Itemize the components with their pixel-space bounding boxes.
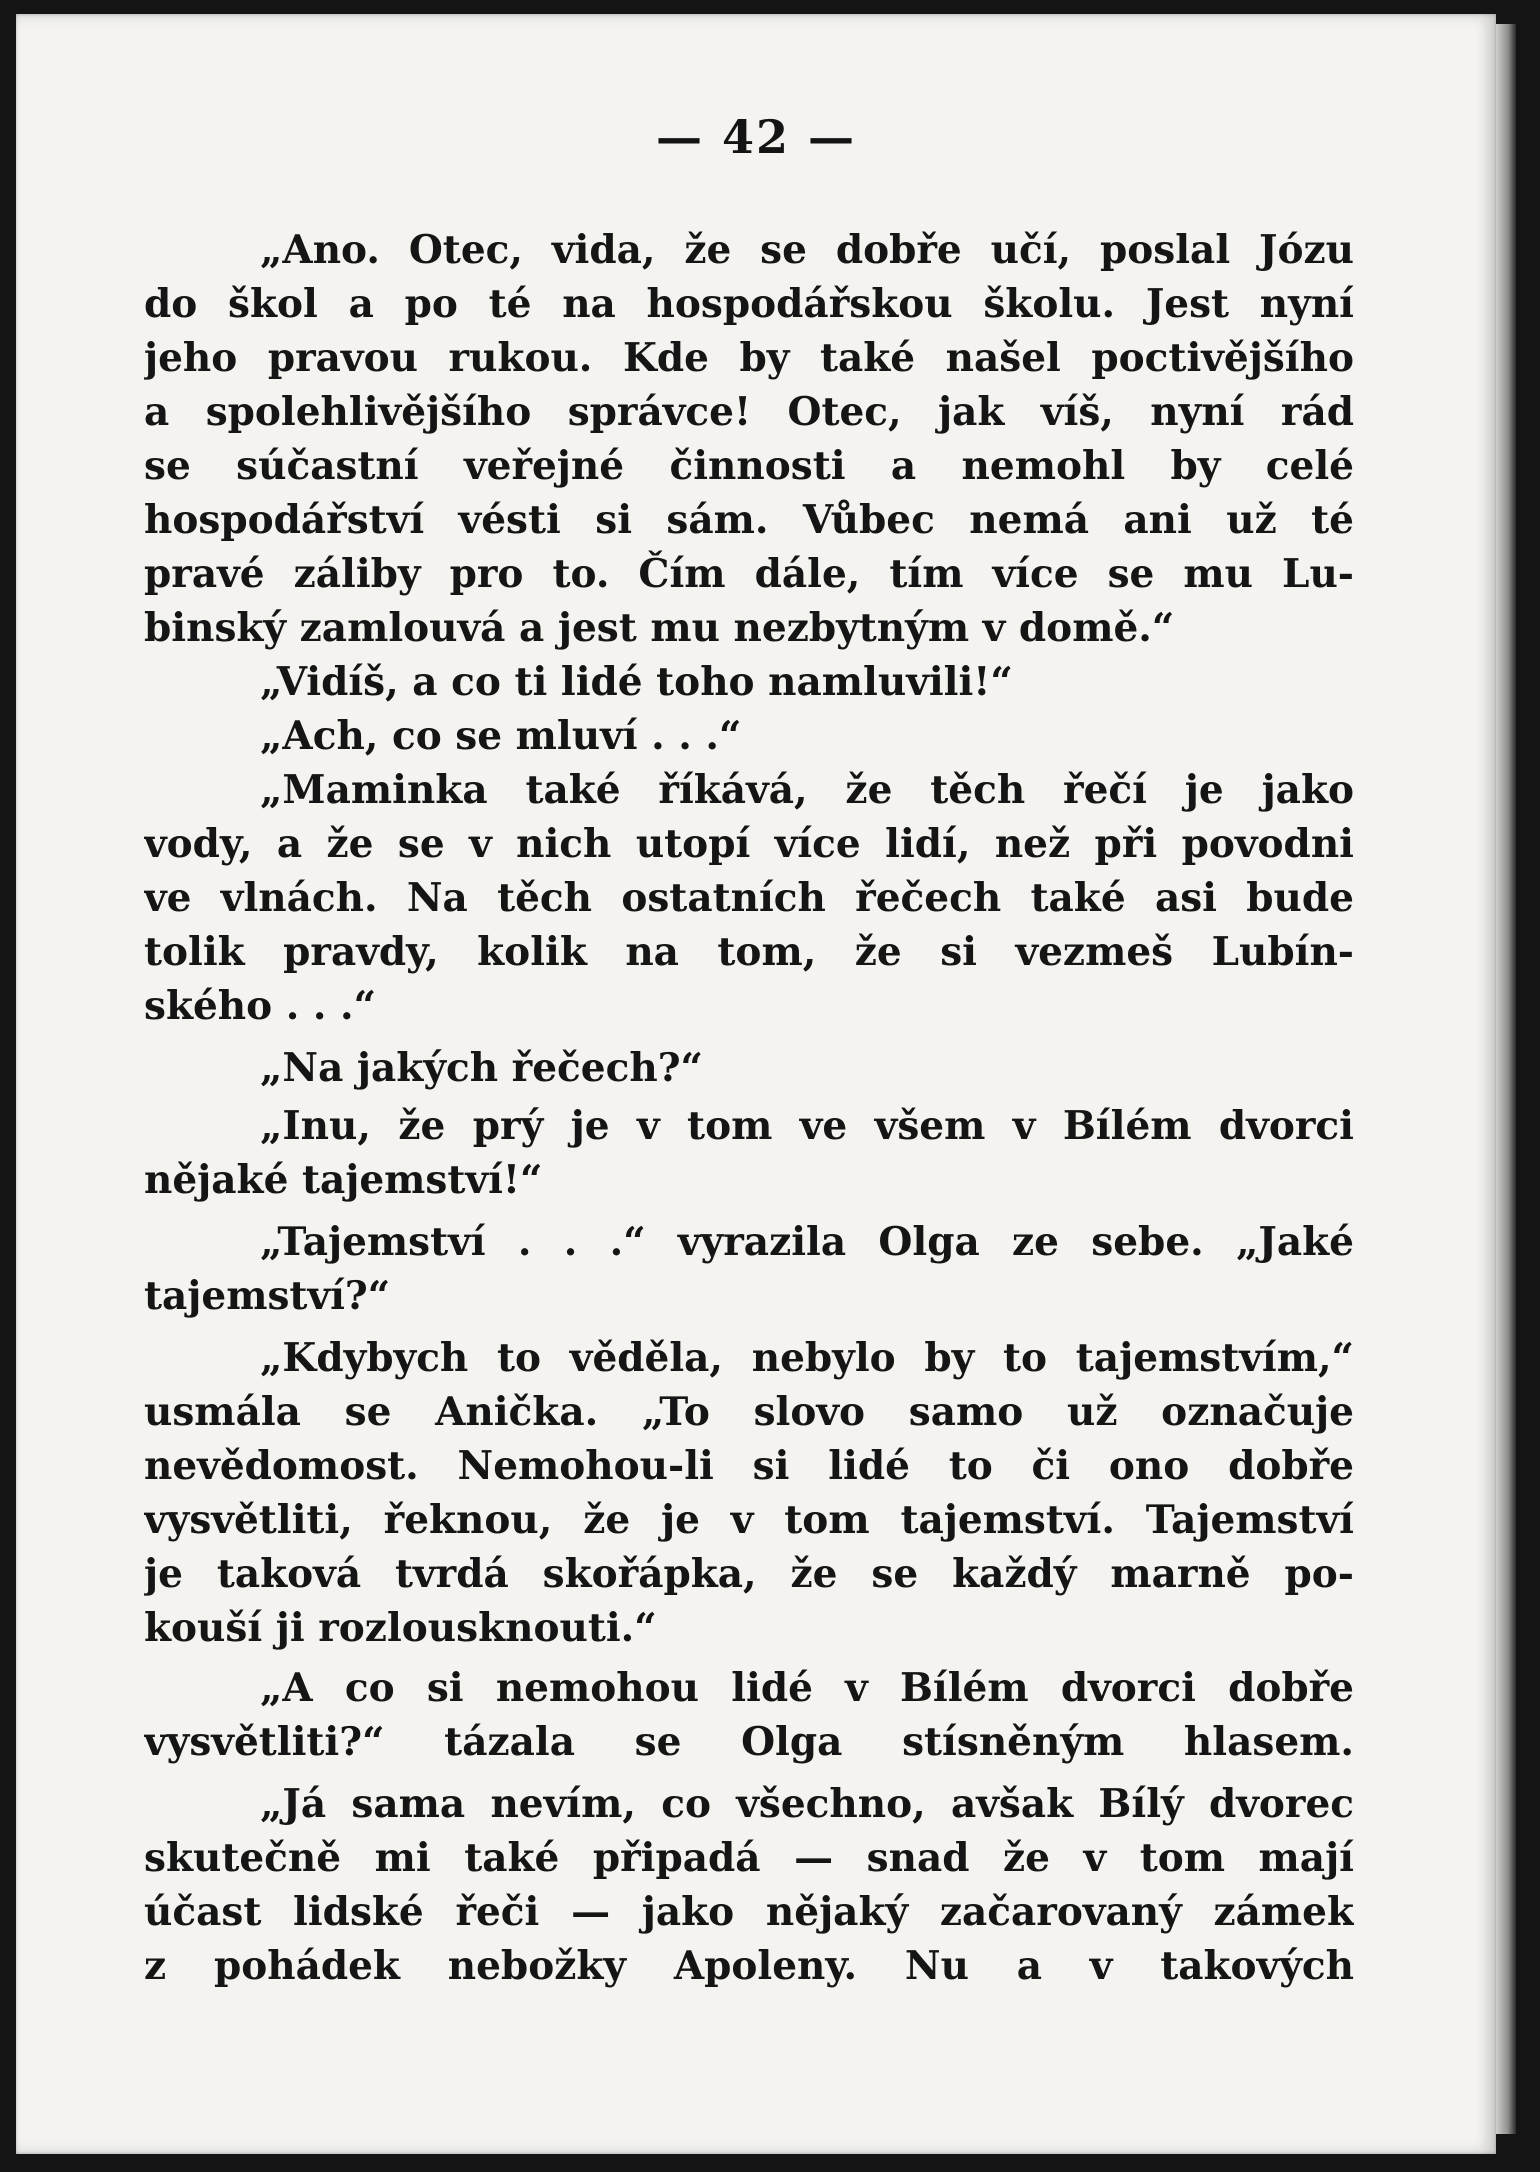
text-line: „Kdybych to věděla, nebylo by to tajemstvím,“: [260, 1335, 1354, 1381]
text-line: „Maminka také říkává, že těch řečí je jako: [260, 767, 1354, 813]
text-line: „Tajemství . . .“ vyrazila Olga ze sebe. „Jaké: [260, 1219, 1354, 1265]
body-text: [144, 224, 1354, 2054]
text-line: „Ano. Otec, vida, že se dobře učí, poslal Józu: [260, 227, 1354, 273]
text-line: nevědomost. Nemohou-li si lidé to či ono dobře: [144, 1443, 1354, 1489]
text-line: vysvětliti, řeknou, že je v tom tajemství. Tajemství: [144, 1497, 1354, 1543]
text-line: usmála se Anička. „To slovo samo už označuje: [144, 1389, 1354, 1435]
text-line: binský zamlouvá a jest mu nezbytným v domě.“: [144, 605, 1175, 651]
text-line: z pohádek nebožky Apoleny. Nu a v takových: [144, 1943, 1354, 1989]
text-line: „Inu, že prý je v tom ve všem v Bílém dvorci: [260, 1103, 1354, 1149]
page-number: — 42 —: [655, 110, 857, 164]
text-line: kouší ji rozlousknouti.“: [144, 1605, 657, 1651]
book-page: [16, 14, 1496, 2154]
text-line: hospodářství vésti si sám. Vůbec nemá ani už té: [144, 497, 1354, 543]
text-line: tolik pravdy, kolik na tom, že si vezmeš Lubín-: [144, 929, 1354, 975]
text-line: „Ach, co se mluví . . .“: [260, 713, 742, 759]
text-line: účast lidské řeči — jako nějaký začarovaný zámek: [144, 1889, 1354, 1935]
text-line: se súčastní veřejné činnosti a nemohl by celé: [144, 443, 1354, 489]
text-line: vody, a že se v nich utopí více lidí, než při povodni: [144, 821, 1354, 867]
text-line: „Vidíš, a co ti lidé toho namluvili!“: [260, 659, 1013, 705]
text-line: „Já sama nevím, co všechno, avšak Bílý dvorec: [260, 1781, 1354, 1827]
text-line: jeho pravou rukou. Kde by také našel poctivějšího: [144, 335, 1354, 381]
text-line: je taková tvrdá skořápka, že se každý marně po-: [144, 1551, 1354, 1597]
text-line: „Na jakých řečech?“: [260, 1045, 703, 1091]
text-line: pravé záliby pro to. Čím dále, tím více se mu Lu-: [144, 551, 1354, 597]
text-line: nějaké tajemství!“: [144, 1157, 543, 1203]
text-line: a spolehlivějšího správce! Otec, jak víš, nyní rád: [144, 389, 1354, 435]
text-line: ve vlnách. Na těch ostatních řečech také asi bude: [144, 875, 1354, 921]
text-line: ského . . .“: [144, 983, 377, 1029]
text-line: skutečně mi také připadá — snad že v tom mají: [144, 1835, 1354, 1881]
text-line: vysvětliti?“ tázala se Olga stísněným hlasem.: [144, 1719, 1354, 1765]
text-line: do škol a po té na hospodářskou školu. Jest nyní: [144, 281, 1354, 327]
text-line: „A co si nemohou lidé v Bílém dvorci dobře: [260, 1665, 1354, 1711]
text-line: tajemství?“: [144, 1273, 391, 1319]
page-edge-shadow: [1496, 24, 1516, 2134]
